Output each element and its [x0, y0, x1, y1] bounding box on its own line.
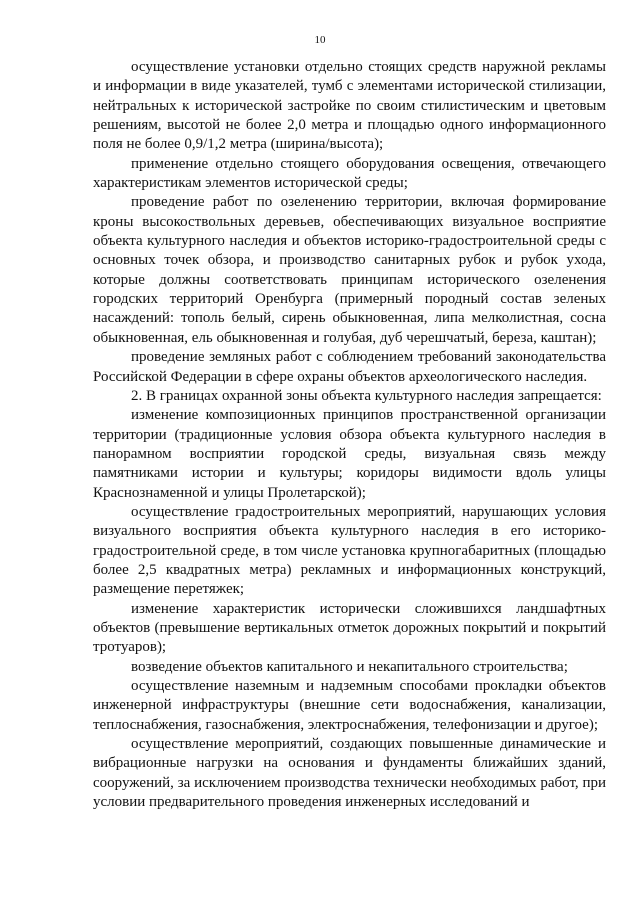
- paragraph-lighting: применение отдельно стоящего оборудования освещения, отвечающего характеристикам элементов исторической среды;: [93, 155, 606, 192]
- paragraph-composition: изменение композиционных принципов пространственной организации территории (традиционные условия обзора объекта культурного наследия в панорамном восприятии городской среды, визуальная связь между памятниками истории и культуры; коридоры видимости вдоль улицы Краснознаменной и улицы Пролетарской);: [93, 407, 606, 501]
- paragraph-earthworks: проведение земляных работ с соблюдением требований законодательства Российской Федерации в сфере охраны объектов археологического наследия.: [93, 349, 606, 385]
- paragraph-construction: возведение объектов капитального и некапитального строительства;: [131, 658, 568, 675]
- paragraph-landscape-objects: изменение характеристик исторически сложившихся ландшафтных объектов (превышение вертикальных отметок дорожных покрытий и покрытий тротуаров);: [93, 600, 606, 656]
- paragraph-urban-measures: осуществление градостроительных мероприятий, нарушающих условия визуального восприятия объекта культурного наследия в его историко-градостроительной среде, в том числе установка крупногабаритных (площадью более 2,5 квадратных метра) рекламных и информационных конструкций, размещение перетяжек;: [93, 503, 606, 598]
- paragraph-landscaping: проведение работ по озеленению территории, включая формирование кроны высокоствольных деревьев, обеспечивающих визуальное восприятие объекта культурного наследия и объектов историко-градостроительной среды с основных точек обзора, и производство санитарных рубок и рубок ухода, которые должны соответствовать принципам исторического озеленения городских территорий Оренбурга (примерный породный состав зеленых насаждений: тополь белый, сирень обыкновенная, липа мелколистная, сосна обыкновенная, ель обыкновенная и голубая, дуб черешчатый, береза, каштан);: [93, 194, 606, 346]
- paragraph-infrastructure: осуществление наземным и надземным способами прокладки объектов инженерной инфраструктуры (внешние сети водоснабжения, канализации, теплоснабжения, газоснабжения, электроснабжения, телефонизации и другое);: [93, 678, 606, 733]
- document-body: [93, 58, 606, 812]
- section-heading-prohibitions: 2. В границах охранной зоны объекта культурного наследия запрещается:: [131, 387, 602, 404]
- paragraph-vibration: осуществление мероприятий, создающих повышенные динамические и вибрационные нагрузки на основания и фундаменты ближайших зданий, сооружений, за исключением производства технически необходимых работ, при условии предварительного проведения инженерных исследований и: [93, 736, 606, 811]
- page-number: 10: [314, 34, 326, 46]
- paragraph-advertising: осуществление установки отдельно стоящих средств наружной рекламы и информации в виде указателей, тумб с элементами исторической стилизации, нейтральных к исторической застройке по своим стилистическим и цветовым решениям, высотой не более 2,0 метра и площадью одного информационного поля не более 0,9/1,2 метра (ширина/высота);: [93, 59, 606, 153]
